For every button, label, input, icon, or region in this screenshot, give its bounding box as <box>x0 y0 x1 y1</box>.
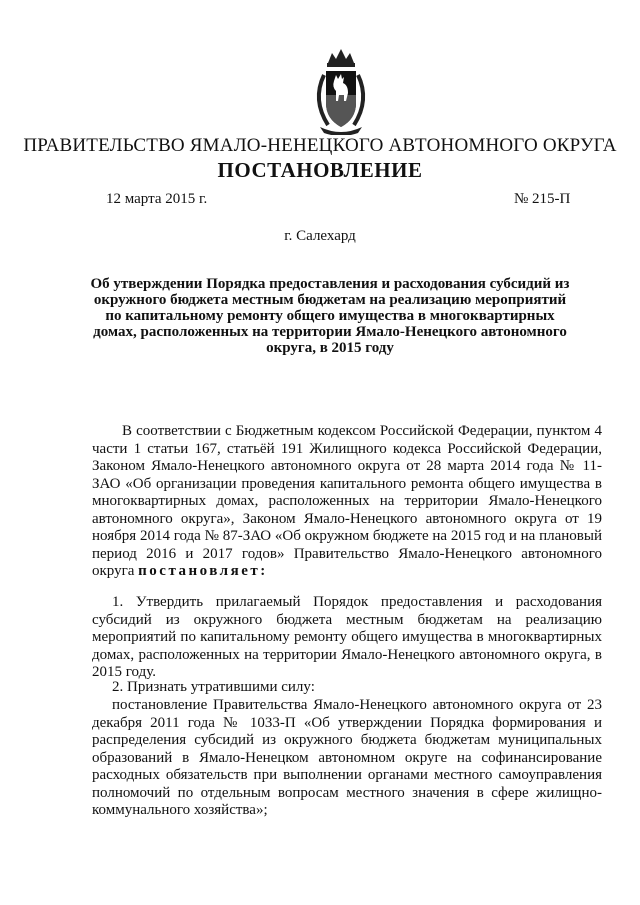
item-2-subitem-1: постановление Правительства Ямало-Ненецкого автономного округа от 23 декабря 2011 года № 1033-П «Об утверждении Порядка формирования и распределения субсидий из окружного бюджета бюджетам муниципальных образований в Ямало-Ненецком автономном округе на софинансирование расходных обязательств при выполнении органами местного самоуправления полномочий по отдельным вопросам местного значения в сфере жилищно-коммунального хозяйства»; <box>92 697 602 818</box>
city: г. Салехард <box>284 228 356 244</box>
coat-of-arms-icon <box>306 45 376 135</box>
document-type: ПОСТАНОВЛЕНИЕ <box>217 158 423 182</box>
resolves-word: постановляет: <box>138 563 268 579</box>
decree-date: 12 марта 2015 г. <box>106 191 208 207</box>
decree-number: № 215-П <box>514 191 571 207</box>
item-1: 1. Утвердить прилагаемый Порядок предоставления и расходования субсидий из окружного бюджета местным бюджетам на реализацию мероприятий по капитальному ремонту общего имущества в многоквартирных домах, расположенных на территории Ямало-Ненецкого автономного округа, в 2015 году. <box>92 594 602 680</box>
document-title: Об утверждении Порядка предоставления и расходования субсидий из окружного бюджета местным бюджетам на реализацию мероприятий по капитальному ремонту общего имущества в многоквартирных домах, расположенных на территории Ямало-Ненецкого автономного округа, в 2015 году <box>90 276 570 356</box>
item-2: 2. Признать утратившими силу: <box>112 679 315 695</box>
government-name: ПРАВИТЕЛЬСТВО ЯМАЛО-НЕНЕЦКОГО АВТОНОМНОГО ОКРУГА <box>23 135 617 156</box>
preamble-text: В соответствии с Бюджетным кодексом Российской Федерации, пунктом 4 части 1 статьи 167, статьёй 191 Жилищного кодекса Российской Федерации, Законом Ямало-Ненецкого автономного округа от 28 марта 2014 года № 11-ЗАО «Об организации проведения капитального ремонта общего имущества в многоквартирных домах, расположенных на территории Ямало-Ненецкого автономного округа», Законом Ямало-Ненецкого автономного округа от 19 ноября 2014 года № 87-ЗАО «Об окружном бюджете на 2015 год и на плановый период 2016 и 2017 годов» Правительство Ямало-Ненецкого автономного округа <box>92 423 602 579</box>
preamble-paragraph <box>92 423 602 581</box>
